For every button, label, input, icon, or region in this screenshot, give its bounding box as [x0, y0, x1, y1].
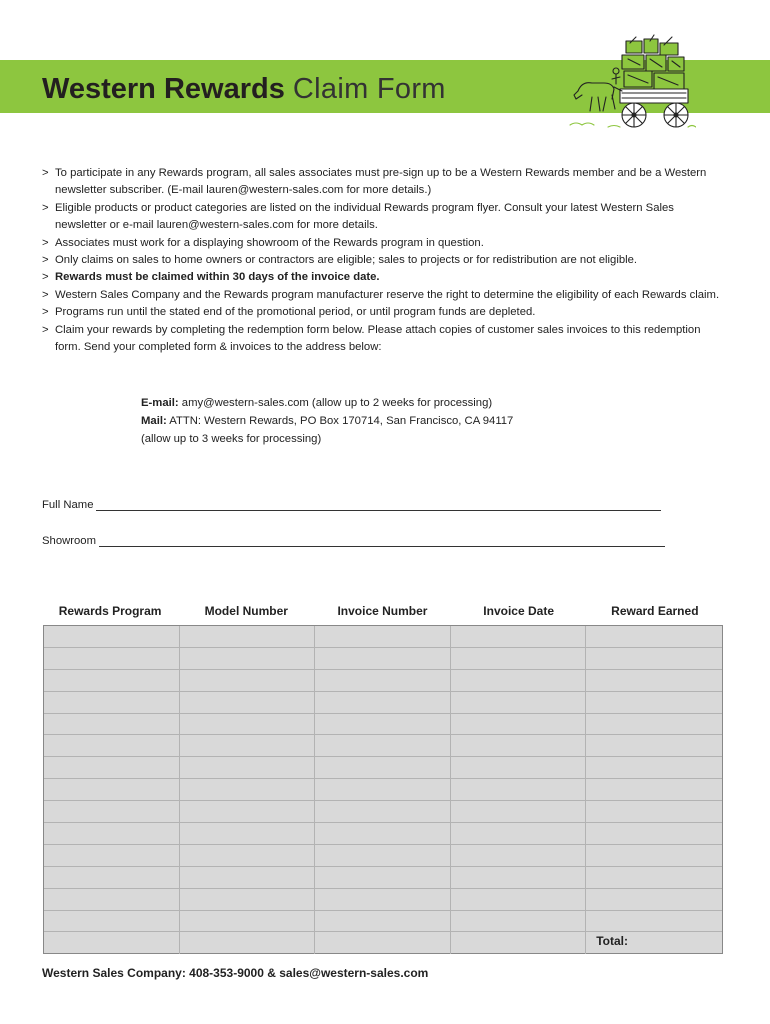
table-cell[interactable] [315, 670, 451, 691]
email-text: amy@western-sales.com (allow up to 2 weeks for processing) [178, 397, 493, 409]
table-row [44, 911, 722, 933]
table-cell[interactable] [315, 889, 451, 910]
table-cell[interactable] [451, 932, 587, 954]
table-row [44, 845, 722, 867]
table-row [44, 714, 722, 736]
claims-table [43, 625, 723, 954]
wagon-illustration-icon [568, 33, 696, 133]
table-cell[interactable] [451, 801, 587, 822]
table-cell[interactable] [451, 845, 587, 866]
table-cell[interactable] [180, 757, 316, 778]
table-cell[interactable] [451, 692, 587, 713]
table-cell[interactable] [586, 670, 722, 691]
table-cell[interactable] [44, 692, 180, 713]
table-cell[interactable] [180, 932, 316, 954]
showroom-label: Showroom [42, 535, 96, 547]
table-cell[interactable] [586, 648, 722, 669]
bullet-mark: > [42, 254, 49, 267]
table-row [44, 889, 722, 911]
mail-text: ATTN: Western Rewards, PO Box 170714, San Francisco, CA 94117 [166, 415, 514, 427]
table-cell[interactable] [451, 626, 587, 647]
table-cell[interactable] [451, 670, 587, 691]
table-cell[interactable] [44, 823, 180, 844]
table-cell[interactable] [315, 692, 451, 713]
table-row [44, 648, 722, 670]
table-cell[interactable] [315, 932, 451, 954]
table-cell[interactable] [44, 626, 180, 647]
rule-item [42, 252, 722, 269]
table-cell[interactable] [586, 714, 722, 735]
table-cell[interactable] [180, 626, 316, 647]
rule-item-deadline [42, 269, 722, 286]
table-row [44, 735, 722, 757]
company-contact-footer: Western Sales Company: 408-353-9000 & sales@western-sales.com [42, 966, 429, 980]
table-cell[interactable] [586, 911, 722, 932]
table-cell[interactable] [451, 867, 587, 888]
bullet-mark: > [42, 167, 49, 179]
full-name-field [42, 499, 661, 511]
table-cell[interactable] [44, 889, 180, 910]
bullet-mark: > [42, 201, 49, 214]
rule-item [42, 304, 722, 321]
total-label: Total: [596, 934, 628, 948]
showroom-input[interactable] [99, 535, 665, 547]
email-label: E-mail: [141, 397, 179, 409]
table-cell[interactable] [315, 757, 451, 778]
table-cell[interactable] [180, 735, 316, 756]
table-cell[interactable] [315, 823, 451, 844]
column-header: Invoice Number [337, 604, 428, 618]
mail-line [141, 412, 513, 430]
table-cell[interactable] [451, 889, 587, 910]
rule-text: Rewards must be claimed within 30 days of the invoice date. [55, 271, 380, 284]
rule-text: Claim your rewards by completing the redemption form below. Please attach copies of customer sales invoices to this redemption form. Send your completed form & invoices to the address below: [55, 323, 701, 354]
table-cell[interactable] [44, 648, 180, 669]
column-header: Reward Earned [611, 604, 699, 618]
table-cell[interactable] [315, 867, 451, 888]
table-cell[interactable] [586, 823, 722, 844]
table-cell[interactable] [451, 823, 587, 844]
table-cell[interactable] [315, 626, 451, 647]
table-cell[interactable] [180, 801, 316, 822]
table-cell[interactable] [586, 867, 722, 888]
table-cell[interactable] [586, 889, 722, 910]
bullet-mark: > [42, 236, 49, 249]
rule-item [42, 287, 722, 304]
table-cell[interactable] [44, 735, 180, 756]
table-cell[interactable] [315, 735, 451, 756]
full-name-label: Full Name [42, 499, 94, 511]
submission-contact [141, 394, 513, 448]
table-cell[interactable] [180, 779, 316, 800]
table-cell[interactable] [586, 845, 722, 866]
table-cell[interactable] [315, 911, 451, 932]
table-row [44, 757, 722, 779]
table-cell[interactable] [315, 714, 451, 735]
table-cell[interactable] [44, 867, 180, 888]
table-cell[interactable] [451, 735, 587, 756]
rule-item [42, 322, 722, 357]
rule-item [42, 165, 722, 200]
table-cell[interactable] [180, 867, 316, 888]
table-cell[interactable] [586, 626, 722, 647]
bullet-mark: > [42, 323, 49, 336]
rule-item [42, 235, 722, 252]
table-cell[interactable] [315, 779, 451, 800]
table-cell[interactable] [180, 714, 316, 735]
title-light: Claim Form [292, 73, 446, 105]
table-cell[interactable] [180, 889, 316, 910]
page-title [42, 70, 446, 108]
column-header: Invoice Date [483, 604, 554, 618]
table-cell[interactable] [44, 779, 180, 800]
rule-text: Associates must work for a displaying showroom of the Rewards program in question. [55, 236, 484, 249]
table-cell[interactable] [315, 801, 451, 822]
full-name-input[interactable] [96, 499, 661, 511]
rule-text: Only claims on sales to home owners or contractors are eligible; sales to projects or for redistribution are not eligible. [55, 254, 638, 267]
table-cell[interactable] [315, 845, 451, 866]
table-cell[interactable] [44, 801, 180, 822]
bullet-mark: > [42, 306, 49, 319]
table-row [44, 626, 722, 648]
table-cell[interactable] [586, 735, 722, 756]
table-cell[interactable] [451, 648, 587, 669]
table-cell[interactable] [315, 648, 451, 669]
email-line [141, 394, 513, 412]
claims-table-header [42, 604, 723, 618]
column-header: Rewards Program [58, 604, 162, 618]
table-cell[interactable] [180, 670, 316, 691]
table-row [44, 779, 722, 801]
rule-text: Programs run until the stated end of the promotional period, or until program funds are depleted. [55, 306, 536, 319]
table-cell[interactable] [451, 714, 587, 735]
showroom-field [42, 535, 665, 547]
rule-text: Western Sales Company and the Rewards program manufacturer reserve the right to determine the eligibility of each Rewards claim. [55, 288, 720, 301]
table-cell[interactable] [586, 692, 722, 713]
table-cell[interactable] [586, 801, 722, 822]
eligibility-rules [42, 165, 722, 356]
table-cell[interactable] [451, 779, 587, 800]
table-row [44, 823, 722, 845]
rule-text: To participate in any Rewards program, all sales associates must pre-sign up to be a Western Rewards member and be a Western newsletter subscriber. (E-mail lauren@western-sales.com for more details.) [55, 167, 707, 197]
table-cell[interactable] [180, 823, 316, 844]
table-row [44, 867, 722, 889]
table-cell[interactable] [180, 911, 316, 932]
mail-note: (allow up to 3 weeks for processing) [141, 433, 322, 445]
table-row [44, 670, 722, 692]
table-cell[interactable] [44, 911, 180, 932]
table-cell[interactable] [586, 779, 722, 800]
rule-item [42, 200, 722, 235]
table-cell[interactable] [44, 932, 180, 954]
mail-label: Mail: [141, 415, 167, 427]
bullet-mark: > [42, 288, 49, 301]
table-cell[interactable] [180, 845, 316, 866]
table-cell[interactable] [44, 757, 180, 778]
title-bold: Western Rewards [42, 73, 285, 105]
table-cell[interactable] [451, 911, 587, 932]
table-cell[interactable] [44, 670, 180, 691]
bullet-mark: > [42, 271, 49, 284]
table-cell[interactable] [44, 845, 180, 866]
table-cell[interactable] [180, 648, 316, 669]
rule-text: Eligible products or product categories are listed on the individual Rewards program flyer. Consult your latest Western Sales newsletter or e-mail lauren@western-sales.com for more details. [55, 201, 674, 232]
table-cell[interactable] [586, 757, 722, 778]
table-cell[interactable] [451, 757, 587, 778]
table-cell[interactable] [180, 692, 316, 713]
table-cell[interactable] [44, 714, 180, 735]
table-row [44, 692, 722, 714]
column-header: Model Number [204, 604, 288, 618]
table-row [44, 801, 722, 823]
